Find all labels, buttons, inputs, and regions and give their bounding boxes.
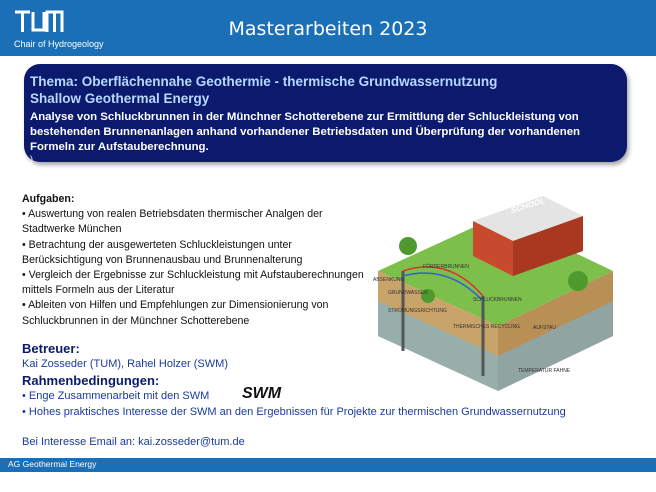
task-item: • Betrachtung der ausgewerteten Schluckleistungen unter Berücksichtigung von Brunnenausbau und Brunnenalterung (22, 238, 303, 266)
topic-title (30, 73, 620, 107)
header-bar (0, 0, 656, 56)
geothermal-illustration (368, 176, 618, 396)
page-title: Masterarbeiten 2023 (228, 18, 428, 40)
tree-icon (568, 271, 588, 291)
topic-title-line1: Thema: Oberflächennahe Geothermie - thermische Grundwassernutzung (30, 74, 498, 89)
condition-item: • Enge Zusammenarbeit mit den SWM (22, 390, 210, 402)
conditions-heading: Rahmenbedingungen: (22, 373, 160, 388)
svg-text:SWM: SWM (242, 385, 282, 401)
label-grundwasser: GRUNDWASSER (388, 290, 428, 296)
label-temperaturfahne: TEMPERATUR FAHNE (518, 368, 571, 374)
task-item: • Ableiten von Hilfen und Empfehlungen zur Dimensionierung von Schluckbrunnen in der Münchner Schotterebene (22, 299, 329, 327)
footer-bar (0, 458, 656, 472)
task-item: • Vergleich der Ergebnisse zur Schluckleistung mit Aufstauberechnungen mittels Formeln aus der Literatur (22, 269, 364, 297)
label-schluckbrunnen: SCHLUCKBRUNNEN (473, 297, 522, 303)
label-aufstau: AUFSTAU (533, 325, 556, 331)
task-item: • Auswertung von realen Betriebsdaten thermischer Analgen der Stadtwerke München (22, 208, 323, 236)
label-recycling: THERMISCHES RECYCLING (453, 324, 520, 330)
swm-logo (242, 383, 290, 401)
supervisor-names: Kai Zosseder (TUM), Rahel Holzer (SWM) (22, 358, 228, 370)
tree-icon (399, 237, 417, 255)
tasks-heading: Aufgaben: (22, 193, 75, 205)
topic-tail: ) (30, 154, 33, 164)
topic-description: Analyse von Schluckbrunnen in der Münchner Schotterebene zur Ermittlung der Schluckleistung von bestehenden Brunnenanlagen anhand vorhandener Betriebsdaten und Überprüfung der vorhandenen Formeln zur Aufstauberechnung. (30, 111, 580, 153)
contact-email[interactable]: Bei Interesse Email an: kai.zosseder@tum.de (22, 436, 245, 448)
tasks-section (22, 192, 367, 329)
label-foerderbrunnen: FÖRDERBRUNNEN (423, 264, 469, 270)
condition-item: • Hohes praktisches Interesse der SWM an den Ergebnissen für Projekte zur thermischen Grundwassernutzung (22, 406, 566, 418)
label-stroemung: STRÖMUNGSRICHTUNG (388, 308, 447, 314)
topic-title-line2: Shallow Geothermal Energy (30, 91, 210, 106)
school-sign: SCHOOL (511, 195, 546, 216)
supervisor-heading: Betreuer: (22, 341, 80, 356)
label-absenkung: ABSENKUNG (373, 277, 405, 283)
chair-name: Chair of Hydrogeology (14, 39, 104, 49)
footer-text: AG Geothermal Energy (8, 459, 97, 469)
